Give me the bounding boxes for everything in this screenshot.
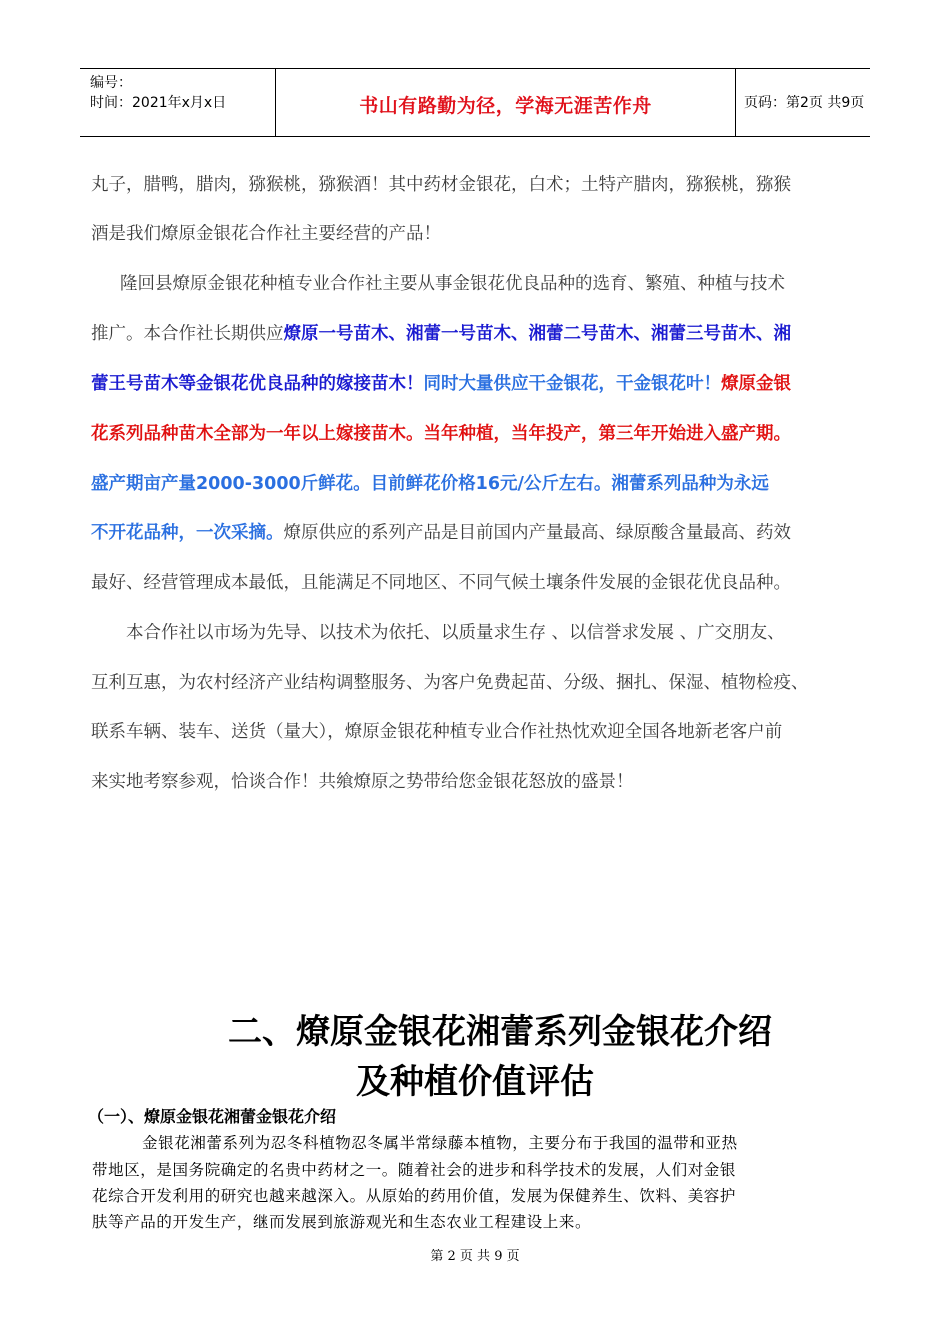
paragraph-line: 金银花湘蕾系列为忍冬科植物忍冬属半常绿藤本植物，主要分布于我国的温带和亚热 [142, 1134, 738, 1152]
paragraph-line [91, 372, 791, 396]
paragraph-line: 肤等产品的开发生产，继而发展到旅游观光和生态农业工程建设上来。 [92, 1213, 592, 1231]
header-motto: 书山有路勤为径，学海无涯苦作舟 [359, 95, 652, 117]
paragraph-line [91, 521, 791, 545]
paragraph-line: 互利互惠，为农村经济产业结构调整服务、为客户免费起苗、分级、捆扎、保湿、植物检疫、 [91, 673, 809, 693]
paragraph-line: 盛产期亩产量2000-3000斤鲜花。目前鲜花价格16元/公斤左右。湘蕾系列品种为永远 [91, 474, 769, 494]
paragraph-line: 联系车辆、装车、送货（量大），燎原金银花种植专业合作社热忱欢迎全国各地新老客户前 [91, 722, 783, 742]
header-motto-cell [276, 69, 736, 136]
paragraph-line: 丸子，腊鸭，腊肉，猕猴桃，猕猴酒！其中药材金银花，白术；土特产腊肉，猕猴桃，猕猴 [91, 175, 791, 195]
highlight-dried-flowers: 同时大量供应干金银花，干金银花叶！ [423, 374, 721, 394]
page-header [80, 68, 870, 137]
document-date: 时间：2021年x月x日 [90, 95, 227, 111]
paragraph-line: 最好、经营管理成本最低，且能满足不同地区、不同气候土壤条件发展的金银花优良品种。 [91, 573, 791, 593]
highlight-seedlings: 燎原一号苗木、湘蕾一号苗木、湘蕾二号苗木、湘蕾三号苗木、湘 [283, 324, 791, 344]
section-title: 及种植价值评估 [356, 1062, 594, 1102]
paragraph-line [91, 322, 791, 346]
subsection-heading: （一）、燎原金银花湘蕾金银花介绍 [88, 1107, 337, 1126]
document-number: 编号： [90, 75, 132, 91]
text-run: 燎原供应的系列产品是目前国内产量最高、绿原酸含量最高、药效 [283, 523, 791, 543]
paragraph-line: 花系列品种苗木全部为一年以上嫁接苗木。当年种植，当年投产，第三年开始进入盛产期。 [91, 424, 791, 444]
section-title: 二、燎原金银花湘蕾系列金银花介绍 [228, 1012, 772, 1052]
highlight-harvest: 不开花品种，一次采摘。 [91, 523, 284, 543]
paragraph-line: 酒是我们燎原金银花合作社主要经营的产品！ [91, 224, 441, 244]
text-run: 推广。本合作社长期供应 [91, 324, 284, 344]
paragraph-line: 来实地考察参观，恰谈合作！共飨燎原之势带给您金银花怒放的盛景！ [91, 772, 634, 792]
highlight-grafted: 燎原金银 [721, 374, 791, 394]
highlight-seedlings: 蕾王号苗木等金银花优良品种的嫁接苗木！ [91, 374, 424, 394]
header-page-cell [736, 69, 870, 136]
page-footer: 第 2 页 共 9 页 [430, 1249, 520, 1264]
paragraph-line: 带地区，是国务院确定的名贵中药材之一。随着社会的进步和科学技术的发展，人们对金银 [92, 1161, 737, 1179]
header-page-number: 页码：第2页 共9页 [744, 95, 865, 111]
paragraph-line: 本合作社以市场为先导、以技术为依托、以质量求生存 、以信誉求发展 、广交朋友、 [126, 623, 785, 643]
header-info-cell [80, 69, 276, 136]
paragraph-line: 花综合开发利用的研究也越来越深入。从原始的药用价值，发展为保健养生、饮料、美容护 [92, 1187, 737, 1205]
paragraph-line: 隆回县燎原金银花种植专业合作社主要从事金银花优良品种的选育、繁殖、种植与技术 [120, 274, 785, 294]
